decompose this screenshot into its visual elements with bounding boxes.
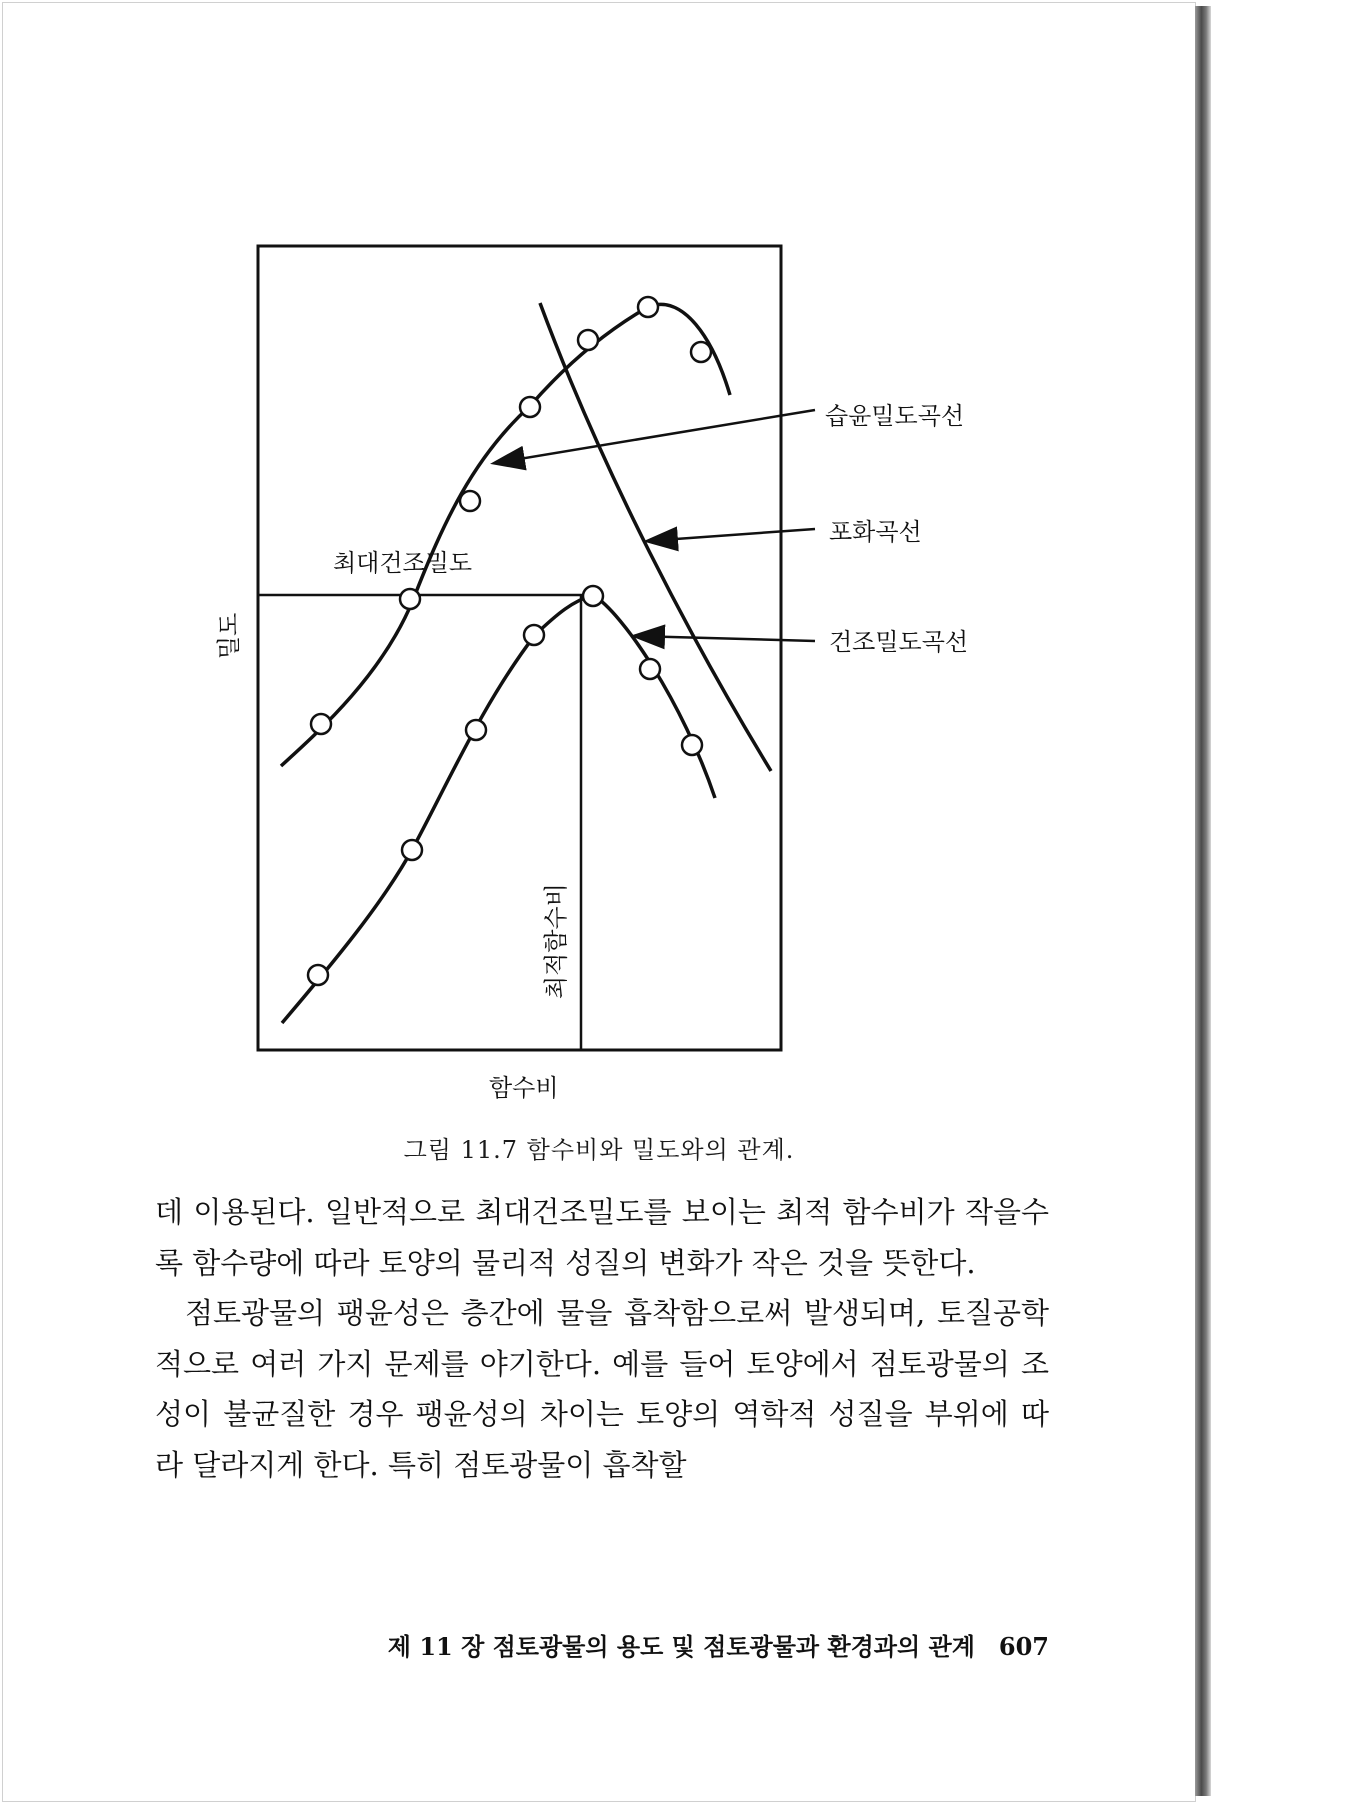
wet-density-point (460, 491, 480, 511)
wet-density-point (400, 589, 420, 609)
dry-density-label: 건조밀도곡선 (829, 628, 969, 656)
wet-density-label: 습윤밀도곡선 (825, 402, 965, 430)
density-moisture-figure (3, 3, 1195, 1163)
chapter-title: 제 11 장 점토광물의 용도 및 점토광물과 환경과의 관계 (387, 1632, 975, 1661)
dry-density-point (524, 625, 544, 645)
dry-density-point (308, 965, 328, 985)
saturation-label: 포화곡선 (829, 518, 922, 546)
dry-density-point (640, 659, 660, 679)
plot-frame (258, 246, 781, 1050)
body-text (155, 1187, 1049, 1490)
wet-density-point (691, 342, 711, 362)
wet-density-point (520, 397, 540, 417)
paragraph: 점토광물의 팽윤성은 층간에 물을 흡착함으로써 발생되며, 토질공학적으로 여러 가지 문제를 야기한다. 예를 들어 토양에서 점토광물의 조성이 불균질한 경우 팽윤성의 차이는 토양의 역학적 성질을 부위에 따라 달라지게 한다. 특히 점토광물이 흡착할 (155, 1296, 1049, 1482)
wet-density-point (578, 330, 598, 350)
dry-density-point (466, 720, 486, 740)
wet-density-arrow (495, 410, 815, 463)
book-page (2, 2, 1196, 1802)
wet-density-curve (281, 304, 730, 766)
optimum-moisture-label: 최적함수비 (542, 883, 570, 999)
figure-caption: 그림 11.7 함수비와 밀도와의 관계. (403, 1136, 795, 1164)
paragraph: 데 이용된다. 일반적으로 최대건조밀도를 보이는 최적 함수비가 작을수록 함수량에 따라 토양의 물리적 성질의 변화가 작은 것을 뜻한다. (155, 1195, 1049, 1280)
saturation-arrow (648, 529, 815, 541)
saturation-curve (540, 303, 771, 771)
page-number: 607 (998, 1632, 1049, 1661)
wet-density-point (311, 714, 331, 734)
max-dry-density-label: 최대건조밀도 (333, 549, 473, 577)
dry-density-point (402, 840, 422, 860)
wet-density-point (638, 297, 658, 317)
page-stack-edge (1195, 6, 1211, 1796)
dry-density-point (682, 735, 702, 755)
x-axis-label: 함수비 (489, 1074, 559, 1102)
dry-density-arrow (635, 636, 815, 641)
y-axis-label: 밀도 (215, 612, 243, 659)
figure-svg (3, 3, 1195, 1163)
dry-density-point (583, 586, 603, 606)
running-footer (155, 1627, 1049, 1662)
